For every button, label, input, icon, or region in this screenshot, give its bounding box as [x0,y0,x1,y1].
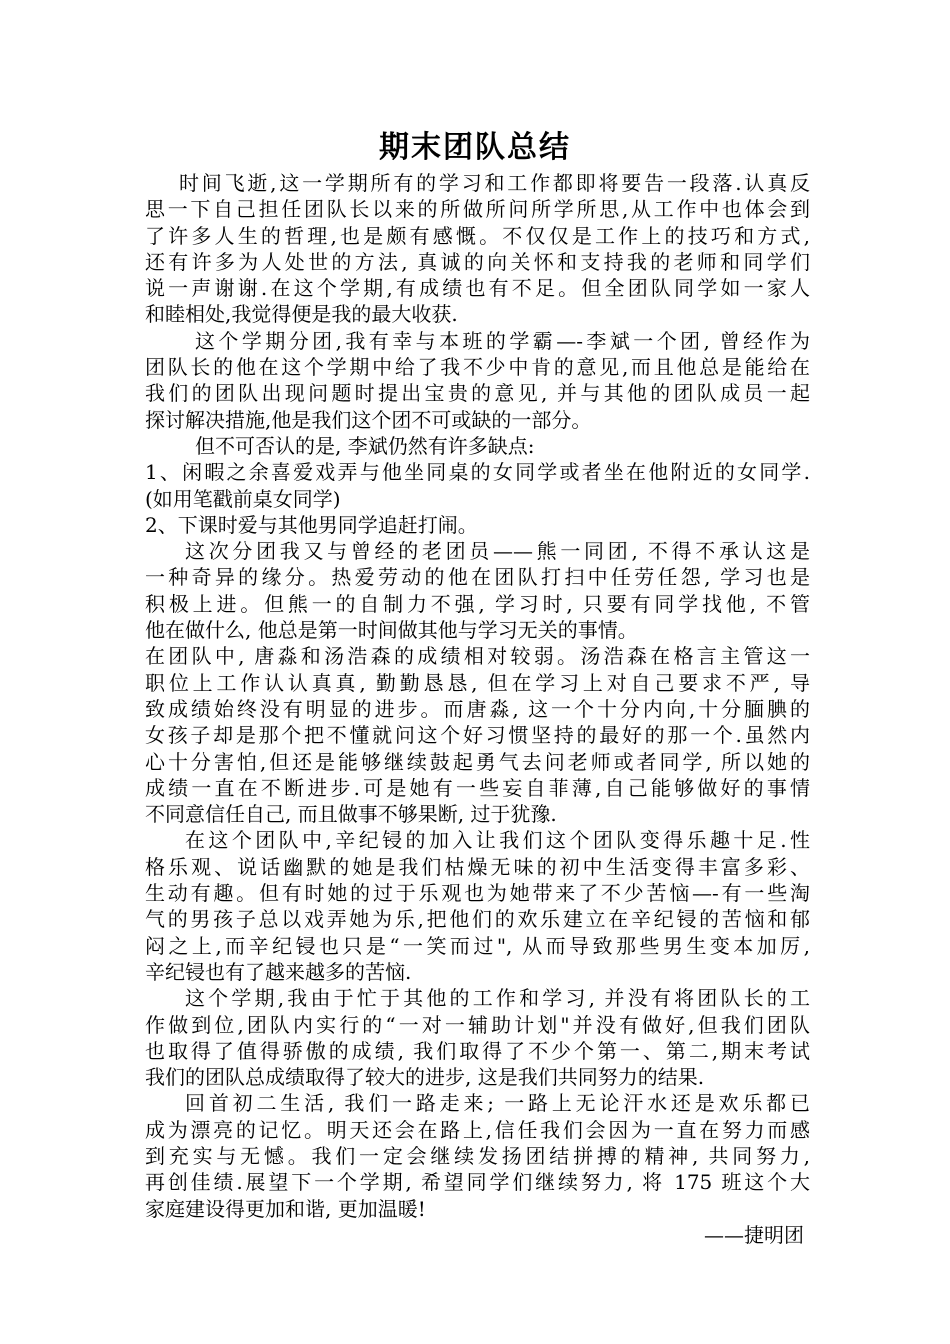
paragraph-line: 心十分害怕,但还是能够继续鼓起勇气去问老师或者同学, 所以她的 [145,749,810,774]
paragraph-line: 他在做什么, 他总是第一时间做其他与学习无关的事情。 [145,618,638,643]
paragraph-line: 成绩一直在不断进步.可是她有一些妄自菲薄,自己能够做好的事情 [145,775,810,800]
signature: ——捷明团 [704,1222,804,1247]
paragraph-line: 探讨解决措施,他是我们这个团不可或缺的一部分。 [145,407,592,432]
paragraph-line: 作做到位,团队内实行的“一对一辅助计划"并没有做好,但我们团队 [145,1012,810,1037]
paragraph-line: 和睦相处,我觉得便是我的最大收获. [145,302,458,327]
list-item-continuation: (如用笔戳前桌女同学) [145,486,341,511]
paragraph-line: 但不可否认的是, 李斌仍然有许多缺点: [195,433,535,458]
paragraph-line: 气的男孩子总以戏弄她为乐,把他们的欢乐建立在辛纪锓的苦恼和郁 [145,907,810,932]
paragraph-line: 格乐观、说话幽默的她是我们枯燥无味的初中生活变得丰富多彩、 [145,854,810,879]
document-title: 期末团队总结 [379,130,571,165]
paragraph-line: 女孩子却是那个把不懂就问这个好习惯坚持的最好的那一个.虽然内 [145,723,810,748]
paragraph-line: 这个学期,我由于忙于其他的工作和学习, 并没有将团队长的工 [185,986,810,1011]
paragraph-line: 职位上工作认认真真, 勤勤恳恳, 但在学习上对自己要求不严, 导 [145,670,810,695]
paragraph-line: 再创佳绩.展望下一个学期, 希望同学们继续努力, 将 175 班这个大 [145,1170,810,1195]
paragraph-line: 说一声谢谢.在这个学期,有成绩也有不足。但全团队同学如一家人 [145,276,810,301]
paragraph-line: 时间飞逝,这一学期所有的学习和工作都即将要告一段落.认真反 [179,171,810,195]
paragraph-line: 积极上进。但熊一的自制力不强, 学习时, 只要有同学找他, 不管 [145,591,810,616]
paragraph-line: 我们的团队出现问题时提出宝贵的意见, 并与其他的团队成员一起 [145,381,810,406]
list-item: 1、闲暇之余喜爱戏弄与他坐同桌的女同学或者坐在他附近的女同学. [145,460,810,485]
paragraph-line: 这个学期分团,我有幸与本班的学霸—-李斌一个团, 曾经作为 [195,328,810,353]
paragraph-line: 我们的团队总成绩取得了较大的进步, 这是我们共同努力的结果. [145,1065,705,1090]
paragraph-line: 一种奇异的缘分。热爱劳动的他在团队打扫中任劳任怨, 学习也是 [145,565,810,590]
paragraph-line: 在团队中, 唐淼和汤浩森的成绩相对较弱。汤浩森在格言主管这一 [145,644,810,669]
paragraph-line: 还有许多为人处世的方法, 真诚的向关怀和支持我的老师和同学们 [145,249,810,274]
paragraph-line: 回首初二生活, 我们一路走来; 一路上无论汗水还是欢乐都已 [185,1091,810,1116]
paragraph-line: 思一下自己担任团队长以来的所做所问所学所思,从工作中也体会到 [145,197,810,222]
document-body [145,170,810,1248]
paragraph-line: 辛纪锓也有了越来越多的苦恼. [145,959,412,984]
paragraph-line: 也取得了值得骄傲的成绩, 我们取得了不少个第一、第二,期末考试 [145,1038,810,1063]
paragraph-line: 到充实与无憾。我们一定会继续发扬团结拼搏的精神, 共同努力, [145,1143,810,1168]
list-item: 2、下课时爱与其他男同学追赶打闹。 [145,512,478,537]
paragraph-line: 闷之上,而辛纪锓也只是“一笑而过", 从而导致那些男生变本加厉, [145,933,810,958]
paragraph-line: 在这个团队中,辛纪锓的加入让我们这个团队变得乐趣十足.性 [185,828,810,853]
paragraph-line: 这次分团我又与曾经的老团员——熊一同团, 不得不承认这是 [185,539,810,564]
paragraph-line: 不同意信任自己, 而且做事不够果断, 过于犹豫. [145,802,557,827]
paragraph-line: 团队长的他在这个学期中给了我不少中肯的意见,而且他总是能给在 [145,355,810,380]
paragraph-line: 致成绩始终没有明显的进步。而唐淼, 这一个十分内向,十分腼腆的 [145,696,810,721]
paragraph-line: 成为漂亮的记忆。明天还会在路上,信任我们会因为一直在努力而感 [145,1117,810,1142]
paragraph-line: 了许多人生的哲理,也是颇有感慨。不仅仅是工作上的技巧和方式, [145,223,810,248]
paragraph-line: 家庭建设得更加和谐, 更加温暖! [145,1196,426,1221]
paragraph-line: 生动有趣。但有时她的过于乐观也为她带来了不少苦恼—-有一些淘 [145,881,810,906]
